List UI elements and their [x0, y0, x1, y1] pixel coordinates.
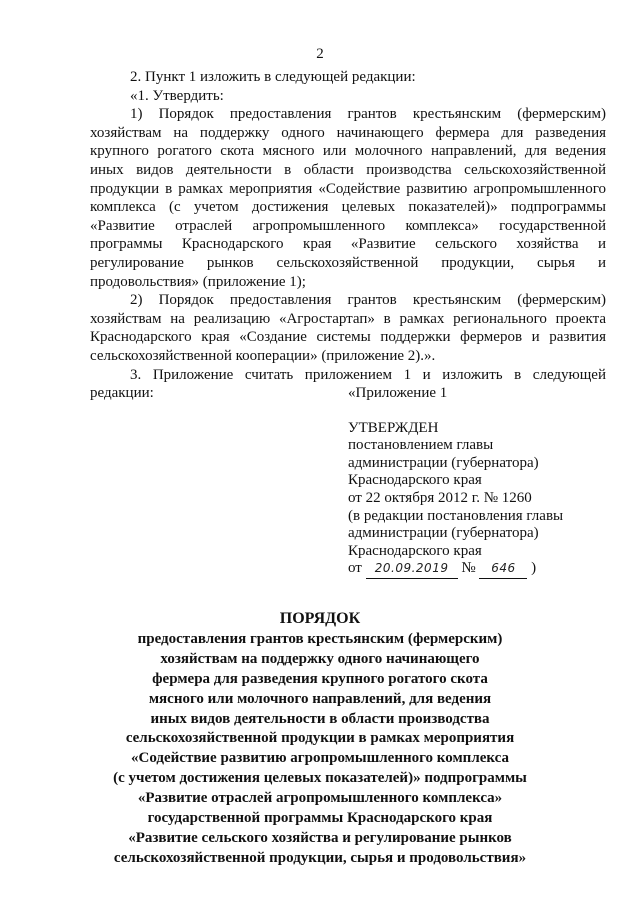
- title-line: иных видов деятельности в области производства: [150, 710, 490, 727]
- text-line: хозяйствам на поддержку одного начинающего фермера для разведения: [90, 124, 606, 141]
- title-line: фермера для разведения крупного рогатого скота: [152, 670, 488, 687]
- approval-line: Краснодарского края: [348, 542, 482, 559]
- title-line: «Развитие отраслей агропромышленного комплекса»: [137, 790, 503, 807]
- title-line: предоставления грантов крестьянским (фермерским): [137, 630, 503, 647]
- approval-line: администрации (губернатора): [348, 525, 539, 542]
- spacer: [348, 403, 563, 420]
- document-body: [90, 68, 606, 403]
- title-line: мясного или молочного направлений, для ведения: [148, 690, 492, 707]
- text-line: комплекса (с учетом достижения целевых показателей)» подпрограммы: [90, 199, 606, 216]
- text-line: иных видов деятельности в области производства сельскохозяйственной: [90, 161, 606, 178]
- paragraph-procedure-1: [90, 105, 606, 291]
- text-line: сельскохозяйственной кооперации» (приложение 2).».: [90, 347, 436, 364]
- number-sign: №: [461, 560, 476, 577]
- text-line: хозяйствам на реализацию «Агростартап» в рамках регионального проекта: [90, 310, 606, 327]
- approval-block: [348, 385, 563, 579]
- title-line: «Развитие сельского хозяйства и регулирование рынков: [128, 829, 512, 846]
- text-line: «Развитие отраслей агропромышленного комплекса» государственной: [90, 217, 606, 234]
- text-line: продовольствия» (приложение 1);: [90, 273, 306, 290]
- handwritten-number: 646: [479, 560, 527, 579]
- title-line: (с учетом достижения целевых показателей)» подпрограммы: [113, 770, 527, 787]
- text-line: крупного рогатого скота мясного или молочного направлений, для ведения: [90, 143, 606, 160]
- text-line: Краснодарского края «Создание системы поддержки фермеров и развития: [90, 329, 606, 346]
- text-line: 3. Приложение считать приложением 1 и изложить в следующей: [130, 366, 606, 383]
- title-line: государственной программы Краснодарского края: [147, 810, 493, 827]
- approval-line: от 22 октября 2012 г. № 1260: [348, 489, 532, 506]
- text-line: регулирование рынков сельскохозяйственной продукции, сырья и: [90, 254, 606, 271]
- title-line: «Содействие развитию агропромышленного комплекса: [131, 750, 509, 767]
- approval-line: администрации (губернатора): [348, 454, 539, 471]
- title-line: хозяйствам на поддержку одного начинающего: [160, 650, 480, 667]
- page-number: 2: [316, 46, 324, 62]
- approval-line: постановлением главы: [348, 437, 494, 454]
- text-line: 2) Порядок предоставления грантов крестьянским (фермерским): [130, 292, 606, 309]
- text-line: 1) Порядок предоставления грантов крестьянским (фермерским): [130, 106, 606, 123]
- text-line: редакции:: [90, 385, 154, 402]
- document-heading: ПОРЯДОК: [279, 610, 361, 627]
- text-line: продукции в рамках мероприятия «Содействие развитию агропромышленного: [90, 180, 606, 197]
- document-title-block: [0, 609, 640, 869]
- title-line: сельскохозяйственной продукции, сырья и продовольствия»: [113, 849, 527, 866]
- closing-paren: ): [531, 560, 537, 577]
- annex-label: «Приложение 1: [348, 385, 448, 401]
- title-line: сельскохозяйственной продукции в рамках мероприятия: [125, 730, 515, 747]
- approval-line: (в редакции постановления главы: [348, 507, 564, 524]
- text-line: программы Краснодарского края «Развитие сельского хозяйства и: [90, 236, 606, 253]
- approved-label: УТВЕРЖДЕН: [348, 419, 439, 436]
- approval-line: Краснодарского края: [348, 472, 482, 489]
- from-prefix: от: [348, 560, 362, 577]
- paragraph-approve: «1. Утвердить:: [130, 87, 224, 104]
- approval-date-line: [348, 560, 563, 579]
- paragraph-item-2: 2. Пункт 1 изложить в следующей редакции:: [130, 69, 416, 85]
- handwritten-date: 20.09.2019: [366, 560, 458, 579]
